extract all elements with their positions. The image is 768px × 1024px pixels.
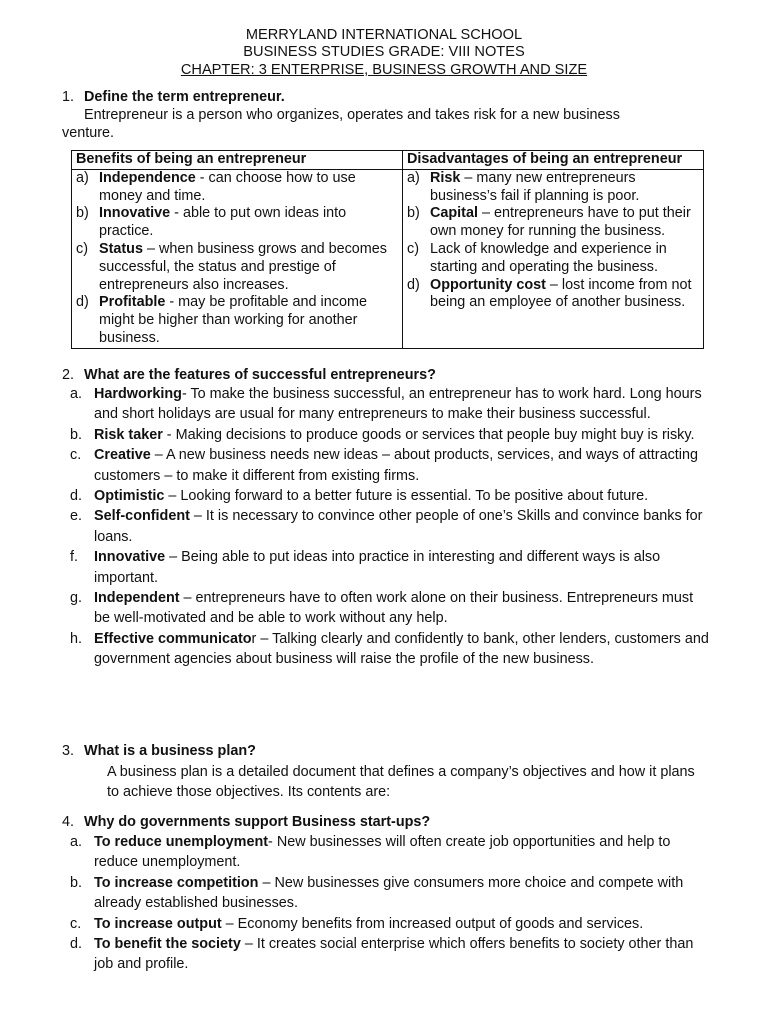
benefit-item bbox=[76, 241, 398, 294]
disadvantage-item-description: Lack of knowledge and experience in starting and operating the business. bbox=[430, 240, 667, 275]
support-reason-item-description: – New businesses give consumers more choice and compete with already established businesses. bbox=[94, 874, 684, 912]
benefit-item-text bbox=[99, 205, 398, 241]
disadvantage-item bbox=[407, 241, 699, 277]
chapter-title bbox=[0, 62, 768, 79]
benefit-item-term: Independence bbox=[99, 169, 196, 186]
feature-item-description: - Making decisions to produce goods or services that people buy might buy is risky. bbox=[162, 426, 695, 443]
benefit-item-text bbox=[99, 294, 398, 347]
question-4 bbox=[62, 813, 430, 831]
support-reason-item-letter: c. bbox=[70, 915, 82, 932]
answer-3: A business plan is a detailed document that defines a company’s objectives and how it plans to achieve those objectives. Its contents are: bbox=[107, 764, 695, 801]
benefit-item bbox=[76, 294, 398, 347]
feature-item bbox=[62, 547, 712, 588]
disadvantage-item-description: – entrepreneurs have to put their own money for running the business. bbox=[430, 205, 691, 240]
feature-item-text bbox=[94, 445, 712, 486]
feature-item bbox=[62, 486, 712, 506]
feature-item-letter: g. bbox=[70, 590, 83, 607]
disadvantages-cell bbox=[403, 169, 704, 348]
benefit-item bbox=[76, 205, 398, 241]
feature-item-text bbox=[94, 629, 712, 670]
feature-item bbox=[62, 629, 712, 670]
disadvantage-item-text bbox=[430, 277, 699, 313]
feature-item-text bbox=[94, 384, 712, 425]
question-1-text: Define the term entrepreneur. bbox=[84, 89, 285, 105]
benefit-item-description: - may be profitable and income might be higher than working for another business. bbox=[99, 294, 367, 346]
benefit-item-description: – when business grows and becomes successful, the status and prestige of entrepreneurs also increases. bbox=[99, 240, 387, 293]
support-reason-item bbox=[62, 873, 712, 914]
disadvantage-item-letter: d) bbox=[407, 276, 420, 293]
benefits-disadvantages-table bbox=[71, 150, 704, 349]
benefit-item-letter: c) bbox=[76, 240, 88, 257]
feature-item-letter: f. bbox=[70, 549, 78, 566]
benefit-item-description: - can choose how to use money and time. bbox=[99, 169, 356, 204]
benefit-item-letter: a) bbox=[76, 169, 89, 186]
feature-item-letter: c. bbox=[70, 447, 82, 464]
support-reason-item-text bbox=[94, 914, 712, 934]
feature-item-letter: e. bbox=[70, 508, 83, 525]
feature-item-text bbox=[94, 425, 712, 445]
question-4-text: Why do governments support Business start-ups? bbox=[84, 814, 431, 830]
question-3-text: What is a business plan? bbox=[84, 743, 256, 759]
benefit-item-text bbox=[99, 241, 398, 294]
feature-item bbox=[62, 588, 712, 629]
question-1-number: 1. bbox=[62, 89, 75, 105]
support-reason-item-term: To benefit the society bbox=[94, 936, 241, 953]
support-reason-item-text bbox=[94, 934, 712, 975]
feature-item bbox=[62, 445, 712, 486]
chapter-title-text: CHAPTER: 3 ENTERPRISE, BUSINESS GROWTH AND SIZE bbox=[180, 62, 588, 78]
support-reason-item-term: To reduce unemployment bbox=[94, 834, 269, 850]
support-reason-item-letter: a. bbox=[70, 834, 83, 850]
feature-item-term: Creative bbox=[94, 447, 151, 464]
disadvantage-item-term: Opportunity cost bbox=[430, 276, 546, 293]
feature-item-text bbox=[94, 547, 712, 588]
support-reason-item-term: To increase competition bbox=[94, 874, 259, 891]
support-reason-item-letter: b. bbox=[70, 874, 83, 891]
support-reason-item-description: – It creates social enterprise which offers benefits to society other than job and profile. bbox=[94, 936, 694, 973]
question-2-text: What are the features of successful entrepreneurs? bbox=[84, 367, 436, 383]
support-reason-item-term: To increase output bbox=[94, 915, 222, 932]
feature-item-description: – A new business needs new ideas – about products, services, and ways of attracting customers – to make it different from existing firms. bbox=[94, 447, 698, 484]
support-reason-item bbox=[62, 934, 712, 975]
feature-item-text bbox=[94, 588, 712, 629]
question-3 bbox=[62, 742, 256, 760]
benefits-header: Benefits of being an entrepreneur bbox=[72, 151, 403, 170]
feature-item-term: Risk taker bbox=[94, 426, 163, 443]
feature-item-term: Innovative bbox=[94, 549, 166, 566]
feature-item bbox=[62, 425, 712, 445]
answer-1-line2: venture. bbox=[62, 125, 114, 141]
question-4-number: 4. bbox=[62, 814, 75, 830]
feature-item-description: – Looking forward to a better future is essential. To be positive about future. bbox=[164, 488, 649, 505]
disadvantage-item-term: Capital bbox=[430, 205, 478, 222]
subject-title: BUSINESS STUDIES GRADE: VIII NOTES bbox=[243, 44, 525, 60]
support-reason-item-text bbox=[94, 873, 712, 914]
disadvantage-item-letter: a) bbox=[407, 169, 420, 186]
disadvantage-item bbox=[407, 205, 699, 241]
feature-item bbox=[62, 506, 712, 547]
feature-item-description: – Being able to put ideas into practice in interesting and different ways is also important. bbox=[94, 549, 661, 586]
support-reason-item bbox=[62, 832, 712, 873]
disadvantages-header: Disadvantages of being an entrepreneur bbox=[403, 151, 704, 170]
question-1 bbox=[62, 88, 285, 106]
feature-item-description: r – Talking clearly and confidently to bank, other lenders, customers and government agencies about business will raise the profile of the new business. bbox=[94, 630, 709, 668]
feature-item-letter: b. bbox=[70, 426, 83, 443]
feature-item-term: Effective communicato bbox=[94, 630, 252, 647]
benefit-item-term: Innovative bbox=[99, 205, 171, 222]
feature-item-term: Independent bbox=[94, 590, 180, 607]
question-3-number: 3. bbox=[62, 743, 75, 759]
answer-1-line1: Entrepreneur is a person who organizes, operates and takes risk for a new business bbox=[84, 107, 620, 123]
support-reason-item-text bbox=[94, 832, 712, 873]
support-reason-item-description: – Economy benefits from increased output of goods and services. bbox=[221, 915, 644, 932]
feature-item bbox=[62, 384, 712, 425]
benefit-item-term: Status bbox=[99, 240, 143, 257]
disadvantage-item-letter: c) bbox=[407, 240, 419, 257]
benefit-item-text bbox=[99, 170, 398, 206]
feature-item-letter: a. bbox=[70, 386, 83, 402]
benefit-item-letter: b) bbox=[76, 205, 89, 222]
disadvantage-item-letter: b) bbox=[407, 205, 420, 222]
disadvantage-item-description: – many new entrepreneurs business’s fail if planning is poor. bbox=[430, 169, 640, 204]
feature-item-text bbox=[94, 486, 712, 506]
disadvantage-item bbox=[407, 170, 699, 206]
disadvantage-item-text bbox=[430, 241, 699, 277]
benefits-cell bbox=[72, 169, 403, 348]
disadvantage-item-text bbox=[430, 170, 699, 206]
feature-item-description: - To make the business successful, an entrepreneur has to work hard. Long hours and short holidays are usual for many entrepreneurs to make their business successful. bbox=[94, 386, 702, 423]
feature-item-term: Optimistic bbox=[94, 488, 165, 505]
feature-item-description: – entrepreneurs have to often work alone on their business. Entrepreneurs must be well-motivated and be able to work without any help. bbox=[94, 590, 694, 627]
disadvantage-item bbox=[407, 277, 699, 313]
govt-support-list bbox=[62, 832, 712, 975]
benefit-item-description: - able to put own ideas into practice. bbox=[99, 205, 347, 240]
feature-item-term: Self-confident bbox=[94, 508, 190, 525]
question-2-number: 2. bbox=[62, 367, 75, 383]
feature-item-description: – It is necessary to convince other people of one’s Skills and convince banks for loans. bbox=[94, 508, 703, 545]
school-name: MERRYLAND INTERNATIONAL SCHOOL bbox=[245, 27, 523, 43]
disadvantage-item-term: Risk bbox=[430, 169, 461, 186]
benefit-item-term: Profitable bbox=[99, 294, 166, 311]
question-2 bbox=[62, 366, 436, 384]
benefit-item-letter: d) bbox=[76, 294, 89, 311]
feature-item-letter: h. bbox=[70, 630, 83, 647]
benefit-item bbox=[76, 170, 398, 206]
support-reason-item-letter: d. bbox=[70, 936, 83, 953]
disadvantage-item-text bbox=[430, 205, 699, 241]
feature-item-text bbox=[94, 506, 712, 547]
feature-item-letter: d. bbox=[70, 488, 83, 505]
support-reason-item-description: - New businesses will often create job opportunities and help to reduce unemployment. bbox=[94, 834, 671, 871]
disadvantage-item-description: – lost income from not being an employee of another business. bbox=[430, 276, 692, 311]
support-reason-item bbox=[62, 914, 712, 934]
feature-item-term: Hardworking bbox=[94, 386, 182, 402]
features-list bbox=[62, 384, 712, 670]
